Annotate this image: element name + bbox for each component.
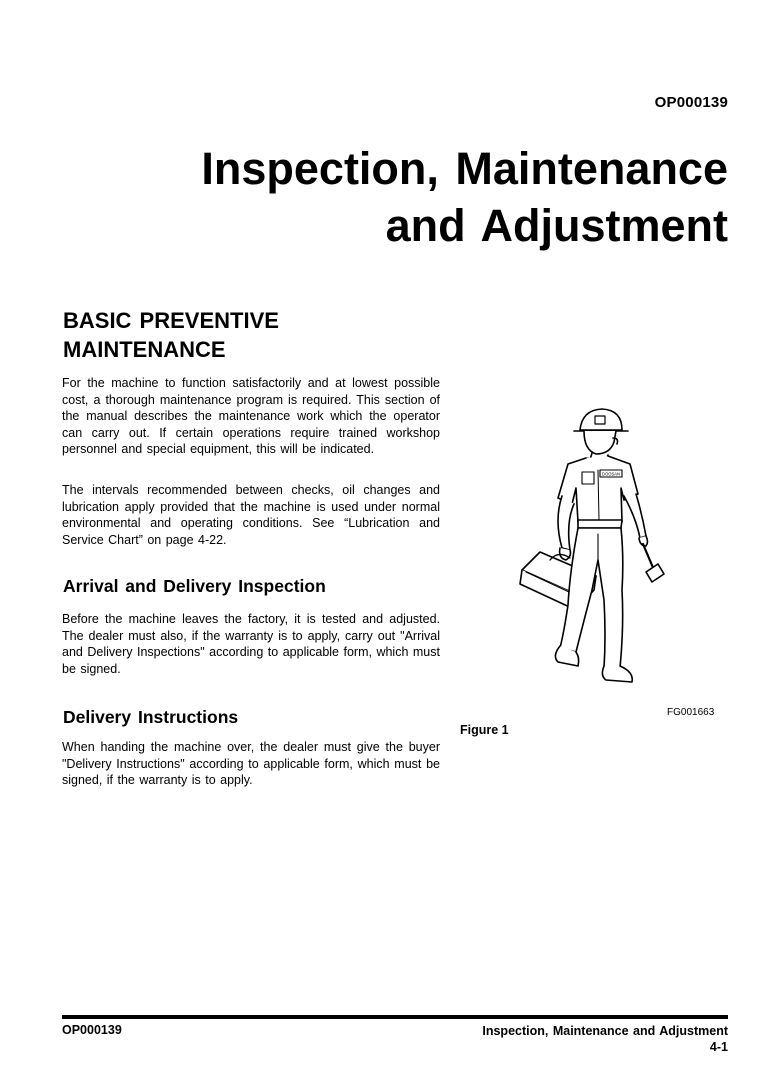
- footer-chapter-info: [482, 1023, 728, 1055]
- intervals-paragraph: The intervals recommended between checks, oil changes and lubrication apply provided that the machine is used under normal environmental and operating conditions. See “Lubrication and Service Chart” on page 4-22.: [62, 483, 440, 547]
- footer-divider: [62, 1015, 728, 1019]
- badge-label: DOOSAN: [601, 471, 621, 477]
- footer-doc-code: OP000139: [62, 1023, 122, 1037]
- page-title-line-2: and Adjustment: [385, 200, 728, 251]
- document-code: OP000139: [654, 94, 728, 111]
- page-title-line-1: Inspection, Maintenance: [201, 143, 728, 194]
- intro-paragraph: For the machine to function satisfactorily and at lowest possible cost, a thorough maintenance program is required. This section of the manual describes the maintenance work which the operator can carry out. If certain operations require trained workshop personnel and special equipment, this will be indicated.: [62, 376, 440, 456]
- delivery-instructions-heading: Delivery Instructions: [63, 707, 239, 727]
- figure-technician-illustration: [500, 400, 685, 695]
- delivery-instructions-paragraph: When handing the machine over, the dealer must give the buyer "Delivery Instructions" according to applicable form, which must be signed, if the warranty is to apply.: [62, 740, 440, 787]
- arrival-inspection-paragraph: Before the machine leaves the factory, it is tested and adjusted. The dealer must also, if the warranty is to apply, carry out "Arrival and Delivery Inspections" according to applicable form, which must be signed.: [62, 612, 440, 676]
- arrival-inspection-heading: Arrival and Delivery Inspection: [63, 576, 326, 596]
- section-heading-line-1: BASIC PREVENTIVE: [63, 308, 279, 333]
- footer-chapter-title: Inspection, Maintenance and Adjustment: [482, 1024, 728, 1038]
- section-heading-line-2: MAINTENANCE: [63, 337, 226, 362]
- figure-code: FG001663: [667, 707, 715, 718]
- page-number: 4-1: [709, 1040, 728, 1054]
- figure-caption: Figure 1: [460, 723, 509, 737]
